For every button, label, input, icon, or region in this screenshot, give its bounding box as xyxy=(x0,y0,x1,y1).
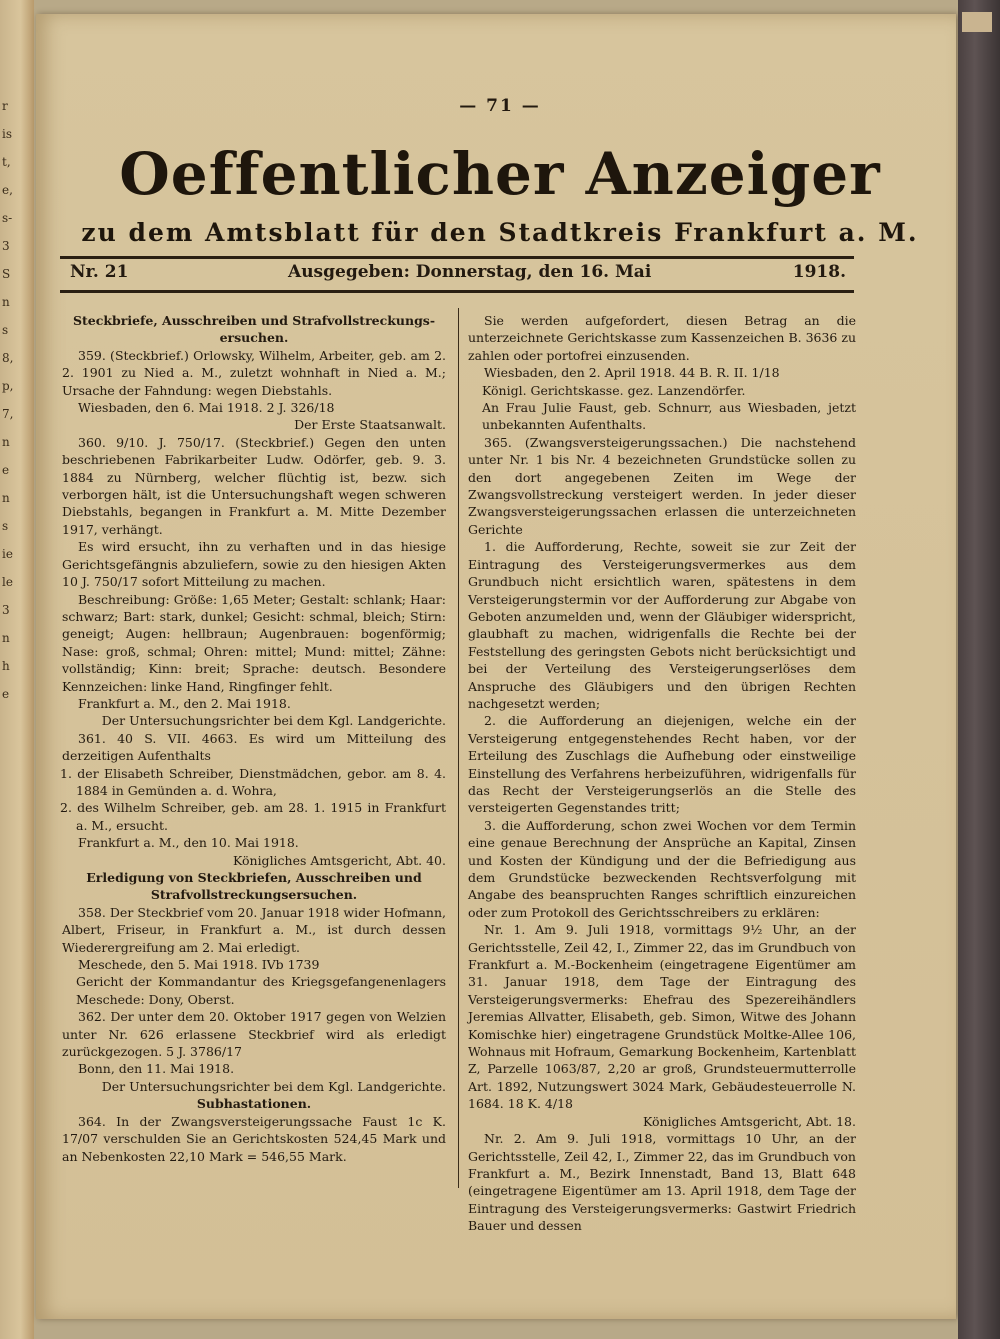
strip-fragment: t, xyxy=(2,155,11,169)
adjacent-page-edge xyxy=(0,0,34,1339)
paragraph: Nr. 2. Am 9. Juli 1918, vormittags 10 Uhr, an der Gerichtsstelle, Zeil 42, I., Zimmer 22, das im Grundbuch von Frankfurt a. M., Bezirk Innenstadt, Band 13, Blatt 648 (eingetragene Eigentümer am 13. April 1918, dem Tage der Eintragung des Versteigerungsvermerks: Gastwirt Friedrich Bauer und dessen xyxy=(468,1131,856,1234)
strip-fragment: n xyxy=(2,491,10,505)
strip-fragment: 8, xyxy=(2,351,14,365)
paragraph: 360. 9/10. J. 750/17. (Steckbrief.) Gegen den unten beschriebenen Fabrikarbeiter Ludw. Odörfer, geb. 9. 3. 1884 zu Nürnberg, welcher flüchtig ist, bezw. sich verborgen hält, ist die Untersuchungshaft wegen schweren Diebstahls, begangen in Frankfurt a. M. Mitte Dezember 1917, verhängt. xyxy=(62,434,446,537)
masthead-title: Oeffentlicher Anzeiger xyxy=(119,140,881,208)
header-rule-top xyxy=(60,256,854,259)
paragraph: Wiesbaden, den 2. April 1918. 44 B. R. II. 1/18 xyxy=(484,365,780,381)
paragraph: Nr. 1. Am 9. Juli 1918, vormittags 9½ Uhr, an der Gerichtsstelle, Zeil 42, I., Zimmer 22, das im Grundbuch von Frankfurt a. M.-Bockenheim (eingetragene Eigentümer am 31. Januar 1918, dem Tage der Eintragung des Versteigerungsvermerks: Ehefrau des Spezereihändlers Jeremias Allvatter, Elisabeth, geb. Simon, Witwe des Johann Komischke hier) eingetragene Grundstück Moltke-Allee 106, Wohnaus mit Hofraum, Gemarkung Bockenheim, Kartenblatt Z, Parzelle 1063/87, 2,20 ar groß, Grundsteuermutterrolle Art. 1892, Nutzungswert 3024 Mark, Gebäudesteuerrolle N. 1684. 18 K. 4/18 xyxy=(468,922,856,1112)
paragraph: 358. Der Steckbrief vom 20. Januar 1918 wider Hofmann, Albert, Friseur, in Frankfurt a. M., ist durch dessen Wiederergreifung am 2. Mai erledigt. xyxy=(62,904,446,955)
left-column xyxy=(62,312,446,1165)
paragraph: 364. In der Zwangsversteigerungssache Faust 1c K. 17/07 verschulden Sie an Gerichtskosten 524,45 Mark und an Nebenkosten 22,10 Mark = 546,55 Mark. xyxy=(62,1113,446,1164)
paragraph: Bonn, den 11. Mai 1918. xyxy=(78,1061,235,1077)
strip-fragment: 3 xyxy=(2,603,10,617)
paragraph: Gericht der Kommandantur des Kriegsgefangenenlagers Meschede: Dony, Oberst. xyxy=(76,974,446,1007)
strip-fragment: n xyxy=(2,631,10,645)
paragraph: 359. (Steckbrief.) Orlowsky, Wilhelm, Arbeiter, geb. am 2. 2. 1901 zu Nied a. M., zuletzt wohnhaft in Nied a. M.; Ursache der Fahndung: wegen Diebstahls. xyxy=(62,347,446,398)
strip-fragment: s xyxy=(2,519,9,533)
paragraph: Frankfurt a. M., den 2. Mai 1918. xyxy=(78,695,291,711)
paragraph: 361. 40 S. VII. 4663. Es wird um Mitteilung des derzeitigen Aufenthalts xyxy=(62,730,446,764)
strip-fragment: 7, xyxy=(2,407,14,421)
paragraph: Frankfurt a. M., den 10. Mai 1918. xyxy=(78,835,299,851)
paragraph: 2. die Aufforderung an diejenigen, welche ein der Versteigerung entgegenstehendes Recht haben, vor der Erteilung des Zuschlags die Aufhebung oder einstweilige Einstellung des Verfahrens herbeizuführen, widrigenfalls für das Recht der Versteigerungserlös an die Stelle des versteigerten Gegenstandes tritt; xyxy=(468,713,856,816)
paragraph: 3. die Aufforderung, schon zwei Wochen vor dem Termin eine genaue Berechnung der Ansprüche an Kapital, Zinsen und Kosten der Kündigung und der die Befriedigung aus dem Grundstücke bezweckenden Rechtsverfolgung mit Angabe des beanspruchten Ranges schriftlich einzureichen oder zum Protokoll des Gerichtsschreibers zu erklären: xyxy=(468,817,856,920)
strip-fragment: h xyxy=(2,659,10,673)
strip-fragment: e xyxy=(2,687,10,701)
strip-fragment: e, xyxy=(2,183,13,197)
header-rule-bottom xyxy=(60,290,854,293)
strip-fragment: s- xyxy=(2,211,13,225)
right-column xyxy=(468,312,856,1235)
page-number: — 71 — xyxy=(459,96,541,116)
paragraph: An Frau Julie Faust, geb. Schnurr, aus Wiesbaden, jetzt unbekannten Aufenthalts. xyxy=(482,400,856,433)
issue-number: Nr. 21 xyxy=(70,262,129,282)
issue-date: Ausgegeben: Donnerstag, den 16. Mai xyxy=(288,262,652,282)
paragraph: Steckbriefe, Ausschreiben und Strafvollstreckungs-ersuchen. xyxy=(72,313,436,346)
strip-fragment: e xyxy=(2,463,10,477)
strip-fragment: ie xyxy=(2,547,13,561)
strip-fragment: 3 xyxy=(2,239,10,253)
paragraph: Beschreibung: Größe: 1,65 Meter; Gestalt: schlank; Haar: schwarz; Bart: stark, dunkel; Gesicht: schmal, bleich; Stirn: geneigt; Augen: hellbraun; Augenbrauen: bogenförmig; Nase: groß, schmal; Ohren: mittel; Mund: mittel; Zähne: vollständig; Kinn: breit; Sprache: deutsch. Besondere Kennzeichen: linke Hand, Ringfinger fehlt. xyxy=(62,591,446,694)
paragraph: Es wird ersucht, ihn zu verhaften und in das hiesige Gerichtsgefängnis abzuliefern, sowie zu den hiesigen Akten 10 J. 750/17 sofort Mitteilung zu machen. xyxy=(62,539,446,590)
strip-fragment: is xyxy=(2,127,12,141)
paragraph: 362. Der unter dem 20. Oktober 1917 gegen von Welzien unter Nr. 626 erlassene Steckbrief wird als erledigt zurückgezogen. 5 J. 3786/17 xyxy=(62,1009,446,1060)
strip-fragment: le xyxy=(2,575,13,589)
paragraph: 1. der Elisabeth Schreiber, Dienstmädchen, gebor. am 8. 4. 1884 in Gemünden a. d. Wohra, xyxy=(60,765,446,798)
masthead-subtitle: zu dem Amtsblatt für den Stadtkreis Frankfurt a. M. xyxy=(81,218,919,247)
paragraph: 2. des Wilhelm Schreiber, geb. am 28. 1. 1915 in Frankfurt a. M., ersucht. xyxy=(60,800,446,833)
paragraph: 365. (Zwangsversteigerungssachen.) Die nachstehend unter Nr. 1 bis Nr. 4 bezeichneten Grundstücke sollen zu den dort angegebenen Zeiten im Wege der Zwangsvollstreckung versteigert werden. In jeder dieser Zwangsversteigerungssachen erlassen die unterzeichneten Gerichte xyxy=(468,434,856,537)
strip-fragment: p, xyxy=(2,379,14,393)
strip-fragment: n xyxy=(2,435,10,449)
strip-fragment: s xyxy=(2,323,9,337)
paragraph: Sie werden aufgefordert, diesen Betrag an die unterzeichnete Gerichtskasse zum Kassenzeichen B. 3636 zu zahlen oder portofrei einzusenden. xyxy=(468,313,856,363)
paragraph: Subhastationen. xyxy=(196,1096,312,1112)
strip-fragment: S xyxy=(2,267,11,281)
issue-line xyxy=(66,262,846,288)
book-spine xyxy=(958,0,1000,1339)
paragraph: Der Erste Staatsanwalt. xyxy=(294,417,446,433)
paragraph: Erledigung von Steckbriefen, Ausschreiben und Strafvollstreckungsersuchen. xyxy=(86,870,422,903)
paragraph: Der Untersuchungsrichter bei dem Kgl. Landgerichte. xyxy=(101,713,446,729)
paragraph: Königliches Amtsgericht, Abt. 40. xyxy=(232,852,446,868)
paragraph: Wiesbaden, den 6. Mai 1918. 2 J. 326/18 xyxy=(78,400,335,416)
column-separator xyxy=(458,308,459,1188)
paragraph: Königliches Amtsgericht, Abt. 18. xyxy=(642,1113,856,1129)
spine-label xyxy=(962,12,992,32)
paragraph: 1. die Aufforderung, Rechte, soweit sie zur Zeit der Eintragung des Versteigerungsvermerkes aus dem Grundbuch nicht ersichtlich waren, spätestens in dem Versteigerungstermin vor der Aufforderung zur Abgabe von Geboten anzumelden und, wenn der Gläubiger widerspricht, glaubhaft zu machen, widrigenfalls die Rechte bei der Feststellung des geringsten Gebots nicht berücksichtigt und bei der Verteilung des Versteigerungserlöses dem Anspruche des Gläubigers und den übrigen Rechten nachgesetzt werden; xyxy=(468,539,856,711)
strip-fragment: r xyxy=(2,99,8,113)
paragraph: Meschede, den 5. Mai 1918. IVb 1739 xyxy=(78,957,320,973)
issue-year: 1918. xyxy=(792,262,846,282)
paragraph: Königl. Gerichtskasse. gez. Lanzendörfer. xyxy=(482,382,746,398)
strip-fragment: n xyxy=(2,295,10,309)
paragraph: Der Untersuchungsrichter bei dem Kgl. Landgerichte. xyxy=(101,1078,446,1094)
